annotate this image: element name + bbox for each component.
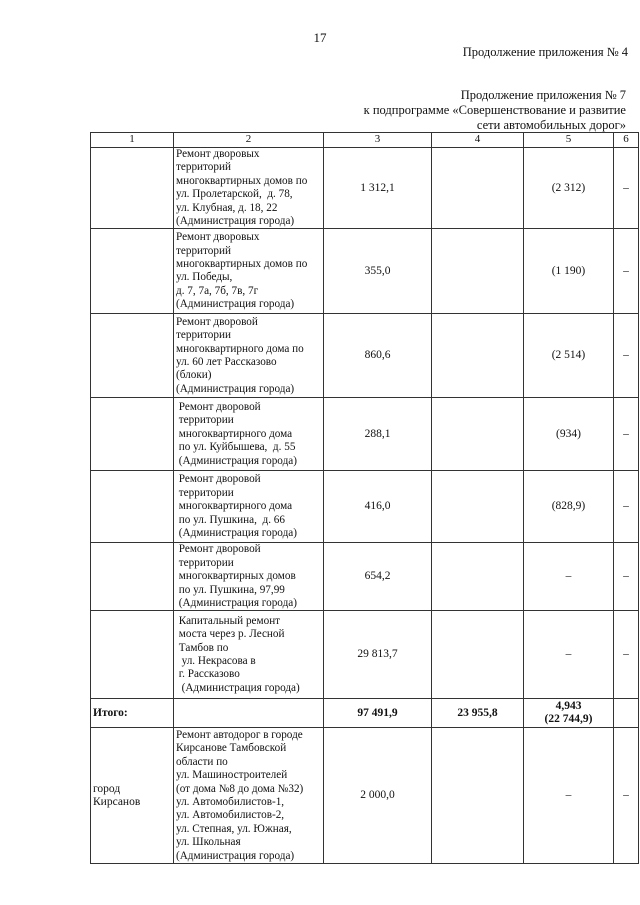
amount-col3-cell: 2 000,0 bbox=[324, 728, 432, 864]
amount-col6-cell: – bbox=[614, 229, 639, 314]
municipality-cell bbox=[91, 471, 174, 543]
total-description-cell bbox=[174, 699, 324, 728]
description-line: Капитальный ремонт bbox=[176, 614, 281, 627]
description-line: территорий bbox=[176, 161, 231, 174]
description-line: Ремонт дворовых bbox=[176, 148, 260, 160]
work-description-cell bbox=[174, 728, 324, 864]
amount-col5-cell: – bbox=[524, 728, 614, 864]
work-description-cell bbox=[174, 611, 324, 699]
appendix-continuation-note: Продолжение приложения № 4 bbox=[462, 45, 628, 59]
description-line: (Администрация города) bbox=[176, 597, 297, 610]
amount-col3-cell: 355,0 bbox=[324, 229, 432, 314]
description-line: (Администрация города) bbox=[176, 681, 300, 694]
total-label: Итого: bbox=[91, 699, 174, 728]
page-number: 17 bbox=[313, 30, 327, 45]
work-description-cell bbox=[174, 471, 324, 543]
amount-col6-cell: – bbox=[614, 611, 639, 699]
description-line: Ремонт дворовой bbox=[176, 543, 261, 556]
municipality-cell bbox=[91, 398, 174, 471]
description-line: (Администрация города) bbox=[176, 215, 295, 228]
amount-col5-cell: – bbox=[524, 611, 614, 699]
amount-col5-cell: (1 190) bbox=[524, 229, 614, 314]
table-row bbox=[91, 543, 639, 611]
description-line: Ремонт дворовой bbox=[176, 400, 261, 413]
table-row bbox=[91, 148, 639, 229]
municipality-cell bbox=[91, 543, 174, 611]
column-header: 6 bbox=[614, 133, 639, 148]
amount-col3-cell: 654,2 bbox=[324, 543, 432, 611]
amount-col6-cell: – bbox=[614, 148, 639, 229]
description-line: Ремонт дворовой bbox=[176, 315, 258, 328]
table-row bbox=[91, 471, 639, 543]
work-description-cell bbox=[174, 229, 324, 314]
column-header: 4 bbox=[432, 133, 524, 148]
description-line: многоквартирного дома bbox=[176, 500, 293, 513]
description-line: Ремонт дворовых bbox=[176, 231, 260, 244]
subtitle-line: Продолжение приложения № 7 bbox=[460, 88, 626, 102]
amount-col4-cell bbox=[432, 229, 524, 314]
amount-col6-cell: – bbox=[614, 471, 639, 543]
total-col4: 23 955,8 bbox=[432, 699, 524, 728]
description-line: ул. Пролетарской, д. 78, bbox=[176, 188, 293, 201]
description-line: многоквартирных домов по bbox=[176, 258, 308, 271]
description-line: территории bbox=[176, 486, 234, 499]
description-line: ул. 60 лет Рассказово bbox=[176, 355, 277, 368]
amount-col6-cell: – bbox=[614, 543, 639, 611]
column-header: 2 bbox=[174, 133, 324, 148]
municipality-cell bbox=[91, 314, 174, 398]
description-line: по ул. Пушкина, 97,99 bbox=[176, 583, 285, 596]
description-line: территорий bbox=[176, 244, 231, 257]
description-line: многоквартирного дома bbox=[176, 427, 293, 440]
description-line: многоквартирного дома по bbox=[176, 342, 304, 355]
description-line: д. 7, 7а, 7б, 7в, 7г bbox=[176, 284, 259, 297]
description-line: (Администрация города) bbox=[176, 849, 295, 862]
amount-col5-cell: (2 514) bbox=[524, 314, 614, 398]
description-line: ул. Автомобилистов-2, bbox=[176, 809, 285, 822]
appendix-table bbox=[90, 132, 639, 864]
amount-col4-cell bbox=[432, 543, 524, 611]
work-description-cell bbox=[174, 398, 324, 471]
description-line: Ремонт автодорог в городе bbox=[176, 728, 303, 741]
column-header: 1 bbox=[91, 133, 174, 148]
amount-col4-cell bbox=[432, 611, 524, 699]
description-line: (Администрация города) bbox=[176, 382, 295, 395]
municipality-cell bbox=[91, 728, 174, 864]
amount-col4-cell bbox=[432, 148, 524, 229]
amount-col6-cell: – bbox=[614, 728, 639, 864]
amount-col5-cell: (828,9) bbox=[524, 471, 614, 543]
description-line: г. Рассказово bbox=[176, 668, 240, 681]
description-line: ул. Степная, ул. Южная, bbox=[176, 822, 292, 835]
description-line: территории bbox=[176, 556, 234, 569]
municipality-cell bbox=[91, 148, 174, 229]
municipality-line: Кирсанов bbox=[93, 795, 141, 808]
description-line: многоквартирных домов по bbox=[176, 174, 308, 187]
description-line: ул. Машиностроителей bbox=[176, 769, 288, 782]
description-line: (блоки) bbox=[176, 369, 212, 382]
description-line: многоквартирных домов bbox=[176, 570, 296, 583]
amount-col4-cell bbox=[432, 314, 524, 398]
description-line: территории bbox=[176, 414, 234, 427]
table-header-row bbox=[91, 133, 639, 148]
amount-col3-cell: 1 312,1 bbox=[324, 148, 432, 229]
total-col3: 97 491,9 bbox=[324, 699, 432, 728]
amount-col3-cell: 288,1 bbox=[324, 398, 432, 471]
municipality-cell bbox=[91, 611, 174, 699]
amount-col3-cell: 416,0 bbox=[324, 471, 432, 543]
subprogram-subtitle bbox=[364, 88, 626, 133]
subtitle-line: сети автомобильных дорог» bbox=[476, 118, 626, 132]
description-line: по ул. Пушкина, д. 66 bbox=[176, 513, 285, 526]
column-header: 5 bbox=[524, 133, 614, 148]
description-line: территории bbox=[176, 329, 231, 342]
description-line: моста через р. Лесной bbox=[176, 628, 285, 641]
description-line: ул. Автомобилистов-1, bbox=[176, 795, 285, 808]
description-line: ул. Некрасова в bbox=[176, 654, 256, 667]
description-line: Кирсанове Тамбовской bbox=[176, 742, 287, 755]
total-col5-line2: (22 744,9) bbox=[544, 713, 593, 726]
amount-col5-cell: – bbox=[524, 543, 614, 611]
table-row bbox=[91, 314, 639, 398]
description-line: (Администрация города) bbox=[176, 298, 295, 311]
total-col5-line1: 4,943 bbox=[555, 700, 582, 713]
table-row bbox=[91, 611, 639, 699]
column-header: 3 bbox=[324, 133, 432, 148]
description-line: (от дома №8 до дома №32) bbox=[176, 782, 304, 795]
description-line: (Администрация города) bbox=[176, 454, 297, 467]
amount-col6-cell: – bbox=[614, 398, 639, 471]
amount-col4-cell bbox=[432, 398, 524, 471]
table-row bbox=[91, 229, 639, 314]
municipality-cell bbox=[91, 229, 174, 314]
work-description-cell bbox=[174, 314, 324, 398]
subtitle-line: к подпрограмме «Совершенствование и развитие bbox=[363, 103, 626, 117]
description-line: (Администрация города) bbox=[176, 527, 297, 540]
municipality-line: город bbox=[93, 782, 121, 795]
amount-col4-cell bbox=[432, 471, 524, 543]
total-col5 bbox=[524, 699, 614, 728]
description-line: ул. Школьная bbox=[176, 836, 241, 849]
amount-col5-cell: (934) bbox=[524, 398, 614, 471]
amount-col4-cell bbox=[432, 728, 524, 864]
table-row bbox=[91, 728, 639, 864]
total-col6 bbox=[614, 699, 639, 728]
total-row bbox=[91, 699, 639, 728]
work-description-cell bbox=[174, 543, 324, 611]
description-line: области по bbox=[176, 755, 228, 768]
amount-col5-cell: (2 312) bbox=[524, 148, 614, 229]
description-line: ул. Победы, bbox=[176, 271, 233, 284]
amount-col6-cell: – bbox=[614, 314, 639, 398]
description-line: по ул. Куйбышева, д. 55 bbox=[176, 441, 296, 454]
amount-col3-cell: 860,6 bbox=[324, 314, 432, 398]
table-row bbox=[91, 398, 639, 471]
work-description-cell bbox=[174, 148, 324, 229]
description-line: Тамбов по bbox=[176, 641, 229, 654]
description-line: ул. Клубная, д. 18, 22 bbox=[176, 201, 278, 214]
description-line: Ремонт дворовой bbox=[176, 473, 261, 486]
amount-col3-cell: 29 813,7 bbox=[324, 611, 432, 699]
